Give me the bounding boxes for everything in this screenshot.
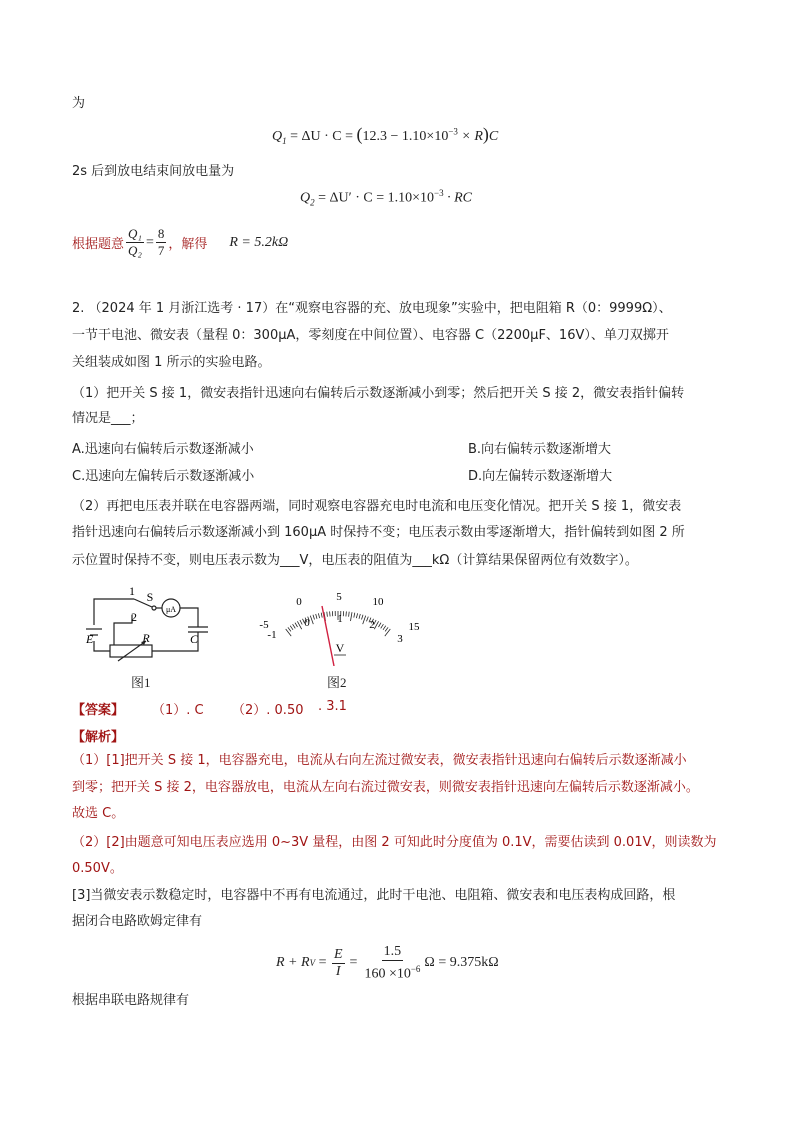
analysis-p2-line-1: （2）[2]由题意可知电压表应选用 0~3V 量程，由图 2 可知此时分度值为 0.1V，需要估读到 0.01V，则读数为 — [72, 835, 717, 850]
dial-tick — [295, 623, 298, 627]
dial-outer-minus5: -5 — [259, 619, 269, 631]
switch-terminal-2: 2 — [131, 610, 137, 624]
dial-tick — [293, 624, 296, 628]
equation-q1: $Q_1 = \Delta U \cdot C = (12.3 - 1.10\times 10^{-3} \times R)C$ — [272, 124, 499, 146]
dial-tick — [356, 613, 357, 618]
conclusion-line: 根据题意 $\frac{\text{Q₁}}{\text{Q₂}}$ = $\frac{8}{7}$ ，解得 R = 5.2kΩ — [72, 226, 289, 258]
fraction-e-over-i — [332, 947, 345, 980]
dial-tick — [354, 613, 355, 618]
fraction-denominator — [362, 961, 422, 983]
equation-q2 — [300, 188, 472, 207]
conclusion-result: R = 5.2kΩ — [229, 234, 289, 250]
dial-tick — [330, 611, 331, 616]
dial-outer-15: 15 — [408, 621, 420, 633]
fraction-numeric — [362, 944, 422, 983]
fraction-denominator: I — [335, 963, 341, 979]
option-d: D.向左偏转示数逐渐增大 — [468, 469, 613, 484]
q1-subscript: 1 — [282, 135, 287, 146]
answer-tag: 【答案】 — [72, 703, 125, 718]
dial-tick — [367, 617, 369, 622]
conclusion-middle: ，解得 — [168, 237, 208, 252]
q1-rest: × R — [457, 129, 483, 144]
eq-lhs: R + R — [276, 955, 310, 971]
dial-inner-3: 3 — [397, 633, 403, 645]
q1-paren-content: 12.3 − 1.10×10 — [362, 129, 449, 144]
dial-unit: V — [335, 641, 345, 655]
dial-tick — [288, 627, 291, 631]
analysis-p3-line-2: 据闭合电路欧姆定律有 — [72, 914, 203, 929]
dial-tick — [351, 612, 353, 621]
analysis-last-line: 根据串联电路规律有 — [72, 993, 190, 1008]
dial-tick — [300, 620, 302, 625]
q2-rest: · RC — [443, 190, 472, 206]
resistor-label: R — [142, 631, 150, 645]
fraction-denominator: Q₂ — [128, 243, 142, 258]
analysis-p1-line-2: 到零；把开关 S 接 2，电容器放电，电流从左向右流过微安表，则微安表指针迅速向左偏转后示数逐渐减小。 — [72, 780, 699, 795]
eq-lhs-subscript: V — [309, 958, 316, 969]
dial-outer-10: 10 — [372, 596, 384, 608]
option-b: B.向右偏转示数逐渐增大 — [468, 442, 612, 457]
denominator-base: 160 ×10 — [364, 966, 411, 982]
dial-inner-minus1: -1 — [267, 629, 277, 641]
eq-tail: Ω = 9.375kΩ — [424, 955, 499, 971]
switch-label: S — [146, 590, 154, 604]
switch-terminal-1: 1 — [129, 585, 135, 598]
part2-line-1: （2）再把电压表并联在电容器两端，同时观察电容器充电时电流和电压变化情况。把开关 S 接 1，微安表 — [72, 499, 682, 514]
option-c: C.迅速向左偏转后示数逐渐减小 — [72, 469, 255, 484]
question-line-1: 2. （2024 年 1 月浙江选考 · 17）在“观察电容器的充、放电现象”实验中，把电阻箱 R（0：9999Ω）、 — [72, 301, 672, 316]
fraction-q-ratio — [126, 226, 144, 259]
conclusion-prefix: 根据题意 — [72, 237, 125, 252]
circuit-diagram — [78, 585, 228, 690]
dial-tick — [290, 626, 293, 630]
question-line-3: 关组装成如图 1 所示的实验电路。 — [72, 355, 271, 370]
fraction-numerator: E — [333, 946, 343, 962]
dial-tick — [363, 616, 366, 625]
dial-tick — [313, 615, 315, 620]
denominator-exponent: −6 — [410, 964, 421, 974]
q1-end: C — [488, 129, 499, 144]
dial-outer-0: 0 — [296, 596, 302, 608]
q2-exponent: −3 — [434, 188, 444, 198]
dial-needle — [322, 606, 334, 666]
dial-tick — [359, 614, 360, 619]
dial-inner-2: 2 — [369, 619, 375, 631]
q2-subscript: 2 — [310, 197, 315, 208]
question-line-2: 一节干电池、微安表（量程 0：300μA，零刻度在中间位置）、电容器 C（2200μF、16V）、单刀双掷开 — [72, 328, 669, 343]
dial-tick — [318, 613, 319, 618]
analysis-tag: 【解析】 — [72, 730, 125, 745]
dial-tick — [362, 615, 364, 620]
q1-middle: = ΔU · C = — [286, 129, 357, 144]
q2-middle: = ΔU′ · C = 1.10×10 — [314, 190, 434, 206]
fraction-eight-sevenths — [156, 226, 167, 259]
figure-1-caption: 图1 — [131, 675, 151, 690]
dial-inner-0: 0 — [304, 617, 310, 629]
q2-symbol: Q — [300, 190, 311, 206]
analysis-p3-line-1: [3]当微安表示数稳定时，电容器中不再有电流通过，此时干电池、电阻箱、微安表和电压表构成回路，根 — [72, 888, 676, 903]
dial-tick — [381, 624, 384, 628]
ohm-law-equation: R + R V = $\frac{E}{I}$ = $\frac{1.5}{160 \times 10^{-6}}$ Ω = 9.375kΩ — [276, 944, 499, 982]
answer-1: （1）. C — [152, 703, 204, 718]
figure-2-caption: 图2 — [327, 675, 347, 690]
fraction-numerator: 1.5 — [383, 944, 402, 959]
battery-label: E — [86, 632, 94, 646]
dial-tick — [349, 612, 350, 617]
analysis-p1-line-1: （1）[1]把开关 S 接 1，电容器充电，电流从右向左流过微安表，微安表指针迅速向右偏转后示数逐渐减小 — [72, 753, 687, 768]
q1-symbol: Q — [272, 129, 283, 144]
part2-line-2: 指针迅速向右偏转后示数逐渐减小到 160μA 时保持不变；电压表示数由零逐渐增大，指针偏转到如图 2 所 — [72, 525, 685, 540]
eq-equals: = — [315, 955, 330, 971]
answer-2: （2）. 0.50 — [232, 703, 304, 718]
dial-tick — [327, 612, 328, 617]
part1-line-2: 情况是___； — [72, 411, 144, 426]
dial-tick — [385, 627, 388, 631]
dial-inner-1: 1 — [337, 613, 343, 625]
fraction-numerator: Q₁ — [128, 226, 142, 241]
q1-exponent: −3 — [448, 126, 458, 137]
option-a: A.迅速向右偏转后示数逐渐减小 — [72, 442, 254, 457]
dial-tick — [379, 623, 382, 627]
dial-tick — [346, 611, 347, 616]
dial-tick — [321, 613, 322, 618]
analysis-p1-line-3: 故选 C。 — [72, 806, 125, 821]
fraction-numerator: 8 — [157, 226, 165, 241]
analysis-p2-line-2: 0.50V。 — [72, 861, 123, 876]
microammeter-label: μA — [165, 605, 177, 614]
fraction-denominator: 7 — [157, 243, 165, 258]
dial-outer-5: 5 — [336, 591, 342, 603]
dial-tick — [316, 614, 317, 619]
dial-tick — [310, 616, 313, 625]
dial-tick — [383, 626, 386, 630]
continuation-text: 为 — [72, 96, 86, 111]
voltmeter-dial — [250, 586, 420, 666]
answer-3: . 3.1 — [318, 699, 347, 714]
part2-line-3: 示位置时保持不变，则电压表示数为___V，电压表的阻值为___kΩ（计算结果保留两位有效数字）。 — [72, 553, 638, 568]
discharge-text: 2s 后到放电结束间放电量为 — [72, 164, 235, 179]
capacitor-label: C — [190, 632, 199, 646]
part1-line-1: （1）把开关 S 接 1，微安表指针迅速向右偏转后示数逐渐减小到零；然后把开关 S 接 2，微安表指针偏转 — [72, 386, 685, 401]
